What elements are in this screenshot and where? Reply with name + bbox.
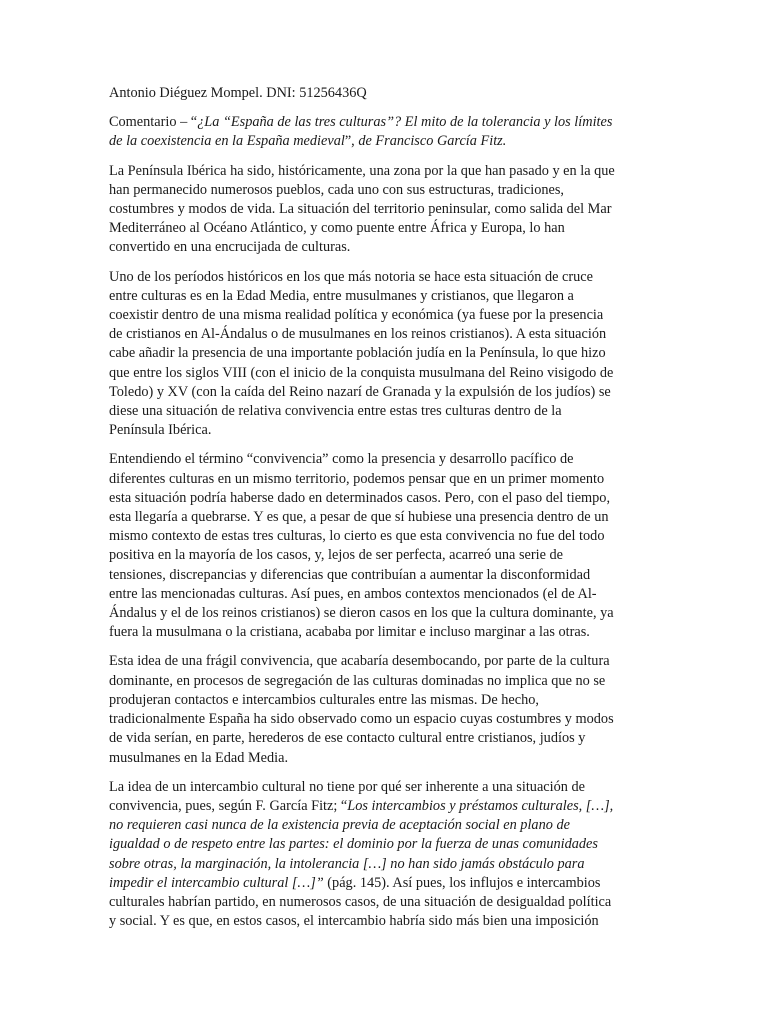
commentary-title: ¿La “España de las tres culturas”? El mito de la tolerancia y los límites de la coexistencia en la España medieval (109, 114, 613, 150)
quote-garcia-fitz: Los intercambios y préstamos culturales, […], no requieren casi nunca de la existencia previa de aceptación social en plano de igualdad o de respeto entre las partes: el dominio por la fuerza de unas comunidades sobre otras, la marginación, la intolerancia […] no han sido jamás obstáculo para impedir el intercambio cultural […]” (109, 797, 614, 891)
commentary-prefix: Comentario – “ (109, 114, 198, 131)
paragraph-2: Uno de los períodos históricos en los que más notoria se hace esta situación de cruce entre culturas es en la Edad Media, entre musulmanes y cristianos, que llegaron a coexistir dentro de una misma realidad política y económica (ya fuese por la presencia de cristianos en Al-Ándalus o de musulmanes en los reinos cristianos). A esta situación cabe añadir la presencia de una importante población judía en la Península, lo que hizo que entre los siglos VIII (con el inicio de la conquista musulmana del Reino visigodo de Toledo) y XV (con la caída del Reino nazarí de Granada y la expulsión de los judíos) se diese una situación de relativa convivencia entre estas tres culturas dentro de la Península Ibérica. (109, 268, 614, 439)
commentary-suffix: ”, (344, 133, 359, 150)
paragraph-5-rest: (pág. 145). Así pues, los influjos e intercambios culturales habrían partido, en numerosos casos, de una situación de desigualdad política y social. Y es que, en estos casos, el intercambio habría sido más bien una imposición (109, 874, 612, 930)
commentary-book-author: de Francisco García Fitz. (358, 133, 507, 150)
document-body (109, 84, 659, 941)
commentary-heading (109, 113, 659, 151)
paragraph-5-intro: La idea de un intercambio cultural no tiene por qué ser inherente a una situación de convivencia, pues, según F. García Fitz; “ (109, 778, 585, 814)
paragraph-5 (109, 778, 659, 932)
paragraph-3: Entendiendo el término “convivencia” como la presencia y desarrollo pacífico de diferentes culturas en un mismo territorio, podemos pensar que en un primer momento esta situación podría haberse dado en determinados casos. Pero, con el paso del tiempo, esta llegaría a quebrarse. Y es que, a pesar de que sí hubiese una presencia dentro de un mismo contexto de estas tres culturas, lo cierto es que esta convivencia no fue del todo positiva en la mayoría de los casos, y, lejos de ser perfecta, acarreó una serie de tensiones, discrepancias y diferencias que contribuían a aumentar la disconformidad entre las mencionadas culturas. Así pues, en ambos contextos mencionados (el de Al- Ándalus y el de los reinos cristianos) se dieron casos en los que la cultura dominante, ya fuera la musulmana o la cristiana, acababa por limitar e incluso marginar a las otras. (109, 451, 614, 641)
paragraph-1: La Península Ibérica ha sido, históricamente, una zona por la que han pasado y en la que han permanecido numerosos pueblos, cada uno con sus estructuras, tradiciones, costumbres y modos de vida. La situación del territorio peninsular, como salida del Mar Mediterráneo al Océano Atlántico, y como puente entre África y Europa, lo han convertido en una encrucijada de culturas. (109, 162, 615, 256)
paragraph-4: Esta idea de una frágil convivencia, que acabaría desembocando, por parte de la cultura dominante, en procesos de segregación de las culturas dominadas no implica que no se produjeran contactos e intercambios culturales entre las mismas. De hecho, tradicionalmente España ha sido observado como un espacio cuyas costumbres y modos de vida serían, en parte, herederos de ese contacto cultural entre cristianos, judíos y musulmanes en la Edad Media. (109, 653, 614, 766)
author-line: Antonio Diéguez Mompel. DNI: 51256436Q (109, 85, 367, 101)
